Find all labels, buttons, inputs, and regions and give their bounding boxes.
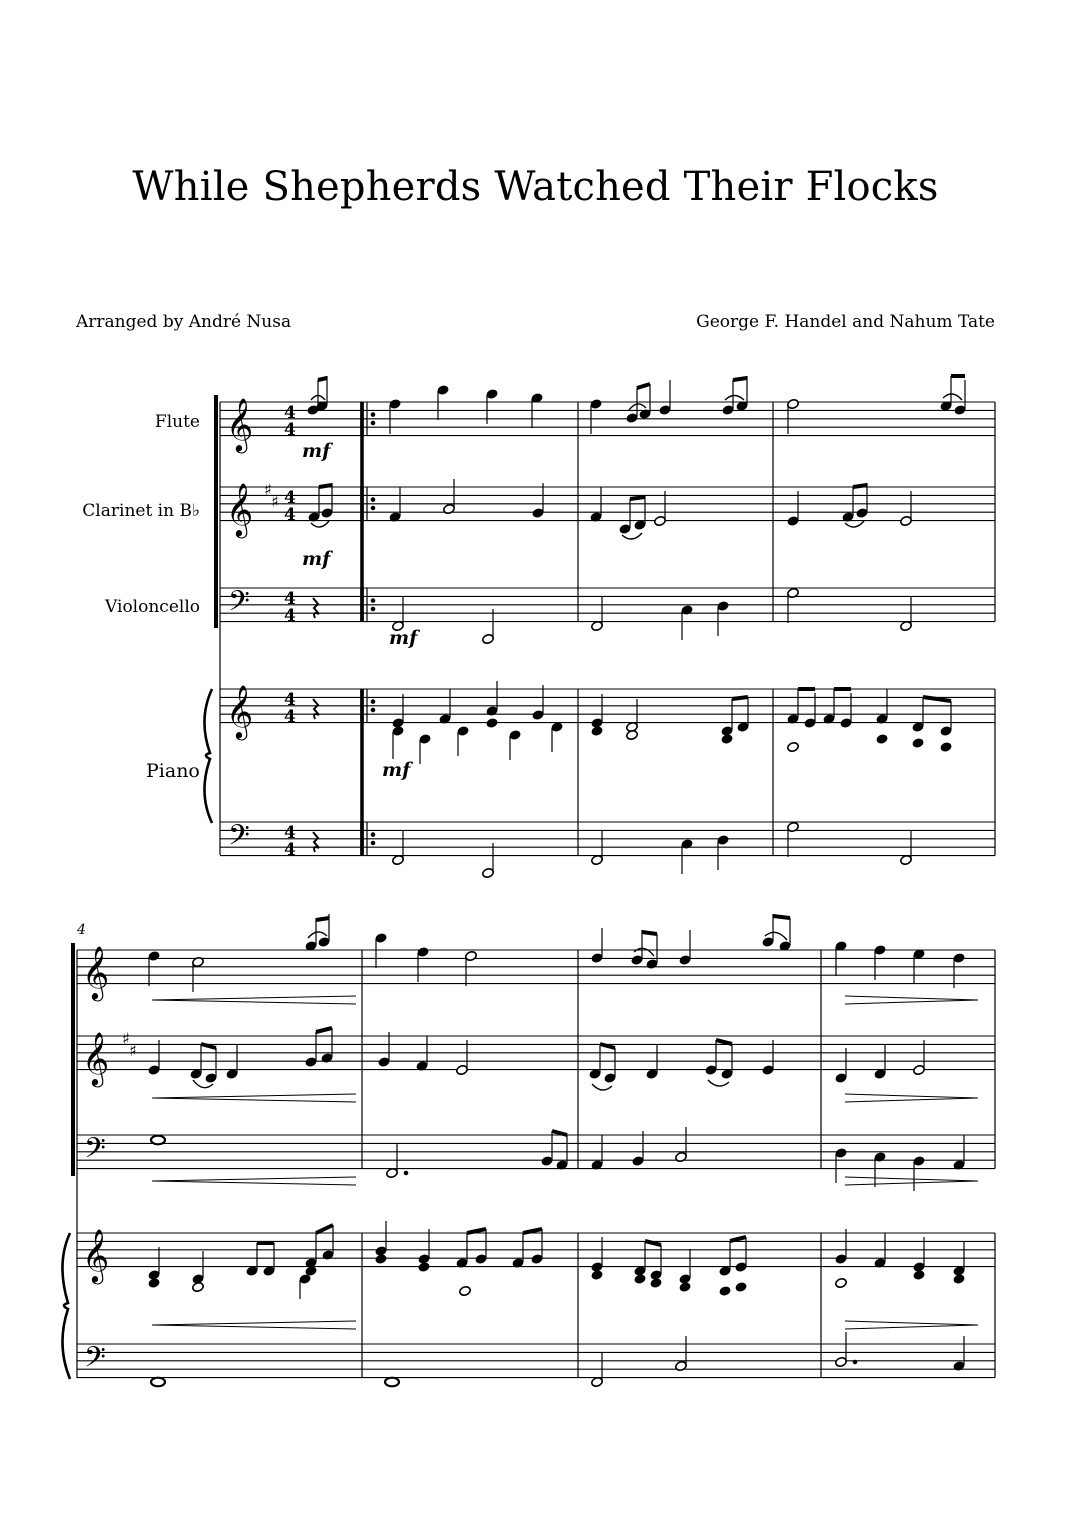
notehead [375, 1253, 388, 1264]
beam [733, 378, 747, 380]
piano-brace [204, 689, 212, 823]
repeat-dot [371, 413, 375, 417]
measure-number: 4 [77, 922, 86, 938]
arranger-credit: Arranged by André Nusa [76, 312, 292, 332]
bass-clef-icon: 𝄢 [228, 585, 250, 625]
hairpin [152, 1098, 356, 1102]
dynamic-mf: mf [382, 759, 411, 781]
repeat-dot [371, 841, 375, 845]
score-title: While Shepherds Watched Their Flocks [132, 164, 939, 210]
treble-clef-icon: 𝄞 [226, 482, 254, 536]
hairpin [152, 1094, 356, 1098]
hairpin [152, 1000, 356, 1004]
flute-label: Flute [154, 412, 200, 432]
notehead [418, 1261, 431, 1272]
beam [853, 485, 867, 487]
hairpin [152, 1325, 356, 1329]
whole-note [385, 1378, 399, 1387]
slur [622, 533, 642, 539]
repeat-dot [371, 421, 375, 425]
composer-credit: George F. Handel and Nahum Tate [696, 312, 995, 332]
notehead [787, 741, 800, 752]
beam [630, 497, 645, 499]
time-signature-top: 4 [284, 403, 296, 423]
whole-note [151, 1136, 165, 1145]
repeat-dot [371, 506, 375, 510]
notehead [591, 1269, 604, 1280]
beam [316, 918, 329, 920]
beam [319, 485, 332, 487]
time-signature-top: 4 [284, 690, 296, 710]
bass-clef-icon: 𝄢 [228, 819, 250, 859]
notehead [148, 1277, 161, 1288]
beam [467, 1229, 486, 1233]
hairpin [845, 1325, 978, 1329]
time-signature-bottom: 4 [284, 606, 296, 626]
slur [308, 932, 327, 938]
clarinet-label: Clarinet in B♭ [82, 501, 200, 521]
slur [708, 1080, 729, 1086]
hairpin [152, 1321, 356, 1325]
notehead [650, 1277, 663, 1288]
repeat-dot [371, 599, 375, 603]
hairpin [845, 996, 978, 1000]
beam [642, 932, 657, 934]
sharp-icon: ♯ [264, 480, 272, 499]
notehead [940, 741, 953, 752]
notehead [913, 1269, 926, 1280]
hairpin [152, 1181, 356, 1185]
notehead [591, 725, 604, 736]
treble-clef-icon: 𝄞 [226, 684, 254, 738]
sharp-icon: ♯ [122, 1029, 130, 1048]
time-signature-bottom: 4 [284, 840, 296, 860]
quarter-rest [313, 598, 319, 618]
dynamic-mf: mf [302, 548, 331, 570]
slur [845, 521, 864, 527]
repeat-dot [371, 498, 375, 502]
dot [853, 1360, 857, 1364]
time-signature-bottom: 4 [284, 505, 296, 525]
beam [318, 378, 327, 380]
whole-note [151, 1378, 165, 1387]
notehead [721, 733, 734, 744]
notehead [679, 1281, 692, 1292]
repeat-dot [371, 700, 375, 704]
beam [732, 697, 748, 699]
beam [316, 1028, 332, 1032]
dynamic-mf: mf [389, 627, 418, 649]
sharp-icon: ♯ [271, 492, 279, 511]
dynamic-mf: mf [302, 440, 331, 462]
time-signature-top: 4 [284, 589, 296, 609]
hairpin [845, 1321, 978, 1325]
beam [730, 1237, 746, 1241]
cello-label: Violoncello [105, 597, 200, 617]
hairpin [845, 1098, 978, 1102]
notehead [719, 1285, 732, 1296]
notehead [192, 1281, 205, 1292]
beam [637, 384, 650, 388]
hairpin [845, 1177, 978, 1181]
quarter-rest [313, 699, 319, 719]
beam [316, 1225, 333, 1233]
quarter-rest [313, 832, 319, 852]
notehead [634, 1273, 647, 1284]
notehead [876, 733, 889, 744]
time-signature-bottom: 4 [284, 707, 296, 727]
bass-clef-icon: 𝄢 [84, 1341, 106, 1381]
hairpin [152, 996, 356, 1000]
repeat-dot [371, 708, 375, 712]
notehead [459, 1285, 472, 1296]
beam [523, 1229, 542, 1233]
time-signature-top: 4 [284, 823, 296, 843]
time-signature-top: 4 [284, 488, 296, 508]
notehead [626, 729, 639, 740]
repeat-dot [371, 607, 375, 611]
bass-clef-icon: 𝄢 [84, 1132, 106, 1172]
piano-label: Piano [146, 760, 200, 782]
beam [773, 916, 790, 918]
treble-clef-icon: 𝄞 [82, 1031, 110, 1085]
beam [552, 1131, 567, 1135]
repeat-dot [371, 833, 375, 837]
treble-clef-icon: 𝄞 [82, 1228, 110, 1282]
dot [404, 1171, 408, 1175]
hairpin [845, 1094, 978, 1098]
sharp-icon: ♯ [129, 1041, 137, 1060]
hairpin [152, 1177, 356, 1181]
treble-clef-icon: 𝄞 [82, 945, 110, 999]
piano-brace [62, 1233, 70, 1379]
notehead [486, 717, 499, 728]
slur [311, 521, 329, 527]
slur [592, 1084, 612, 1090]
time-signature-bottom: 4 [284, 420, 296, 440]
notehead [953, 1273, 966, 1284]
notehead [912, 737, 925, 748]
slur [943, 394, 962, 400]
beam [716, 1040, 732, 1044]
notehead [835, 1277, 848, 1288]
treble-clef-icon: 𝄞 [226, 397, 254, 451]
hairpin [845, 1181, 978, 1185]
hairpin [845, 1000, 978, 1004]
notehead [735, 1281, 748, 1292]
slur [725, 396, 744, 401]
